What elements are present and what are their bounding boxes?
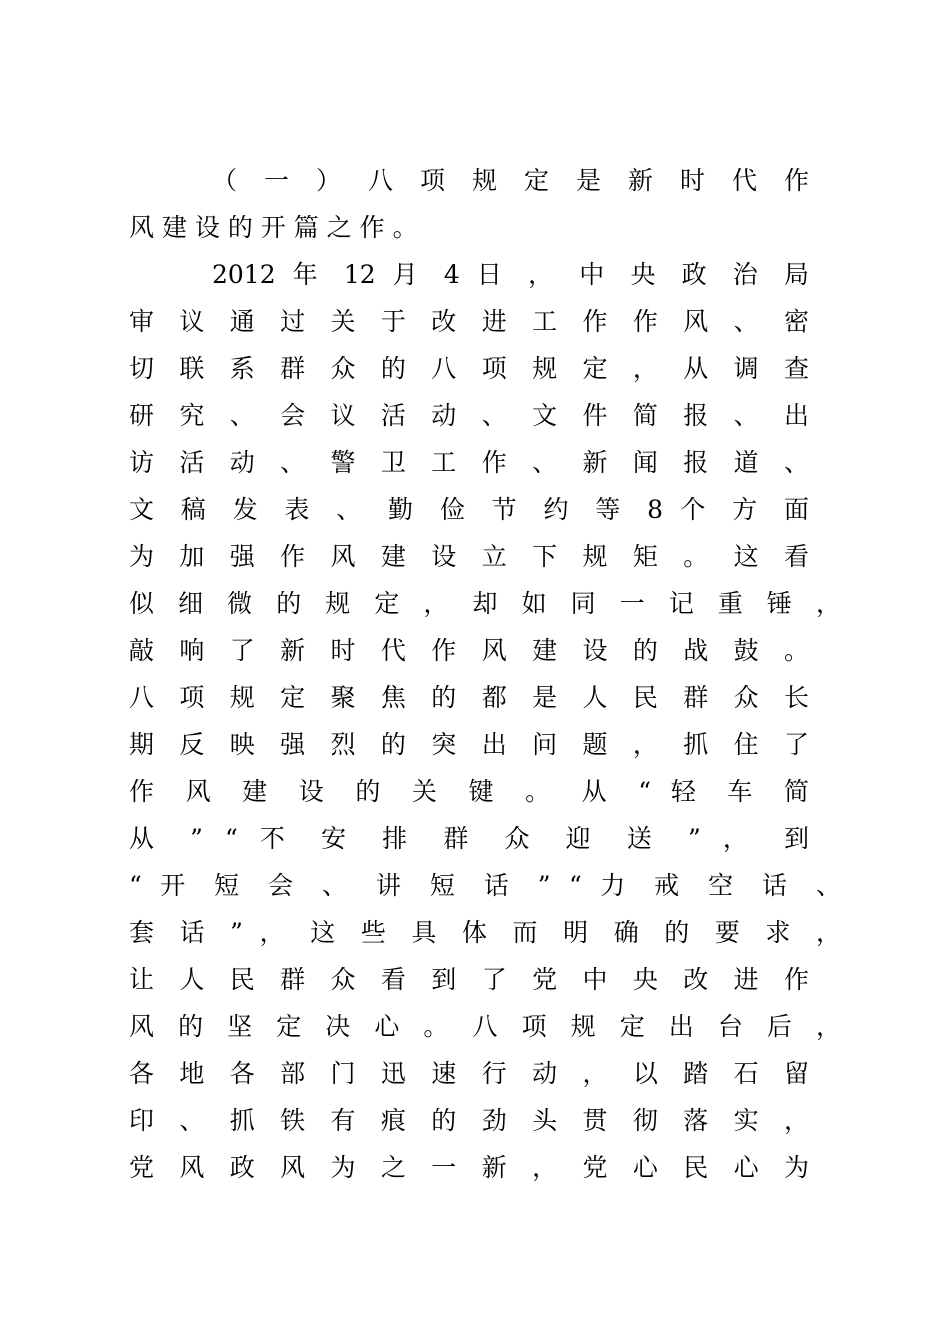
paragraph-line: 研 究 、 会 议 活 动 、 文 件 简 报 、 出 [129, 401, 809, 430]
paragraph-line: 为 加 强 作 风 建 设 立 下 规 矩 。 这 看 [129, 542, 809, 571]
paragraph-line: 各 地 各 部 门 迅 速 行 动 ， 以 踏 石 留 [129, 1059, 809, 1088]
paragraph-line: 敲 响 了 新 时 代 作 风 建 设 的 战 鼓 。 [129, 636, 809, 665]
paragraph-line: 2012 年 12 月 4 日 ， 中 央 政 治 局 [212, 260, 809, 289]
paragraph-line: 似 细 微 的 规 定 ， 却 如 同 一 记 重 锤 ， [129, 589, 841, 618]
paragraph-line: 让 人 民 群 众 看 到 了 党 中 央 改 进 作 [129, 965, 809, 994]
section-heading-line-1: （ 一 ） 八 项 规 定 是 新 时 代 作 [212, 166, 809, 195]
paragraph-line: “ 开 短 会 、 讲 短 话 ” “ 力 戒 空 话 、 [129, 871, 841, 900]
body-text [129, 157, 841, 1191]
paragraph-line: 党 风 政 风 为 之 一 新 ， 党 心 民 心 为 [129, 1153, 809, 1182]
paragraph-line: 文 稿 发 表 、 勤 俭 节 约 等 8 个 方 面 [129, 495, 809, 524]
paragraph-line: 风 的 坚 定 决 心 。 八 项 规 定 出 台 后 ， [129, 1012, 841, 1041]
paragraph-line: 八 项 规 定 聚 焦 的 都 是 人 民 群 众 长 [129, 683, 809, 712]
paragraph-line: 作 风 建 设 的 关 键 。 从 “ 轻 车 简 [129, 777, 809, 806]
paragraph-line: 套 话 ” ， 这 些 具 体 而 明 确 的 要 求 ， [129, 918, 841, 947]
paragraph-line: 期 反 映 强 烈 的 突 出 问 题 ， 抓 住 了 [129, 730, 809, 759]
paragraph-line: 切 联 系 群 众 的 八 项 规 定 ， 从 调 查 [129, 354, 809, 383]
paragraph-line: 从 ” “ 不 安 排 群 众 迎 送 ” ， 到 [129, 824, 809, 853]
paragraph-line: 审 议 通 过 关 于 改 进 工 作 作 风 、 密 [129, 307, 809, 336]
section-heading-line-2: 风 建 设 的 开 篇 之 作 。 [129, 213, 418, 242]
paragraph-line: 访 活 动 、 警 卫 工 作 、 新 闻 报 道 、 [129, 448, 809, 477]
paragraph-line: 印 、 抓 铁 有 痕 的 劲 头 贯 彻 落 实 ， [129, 1106, 809, 1135]
